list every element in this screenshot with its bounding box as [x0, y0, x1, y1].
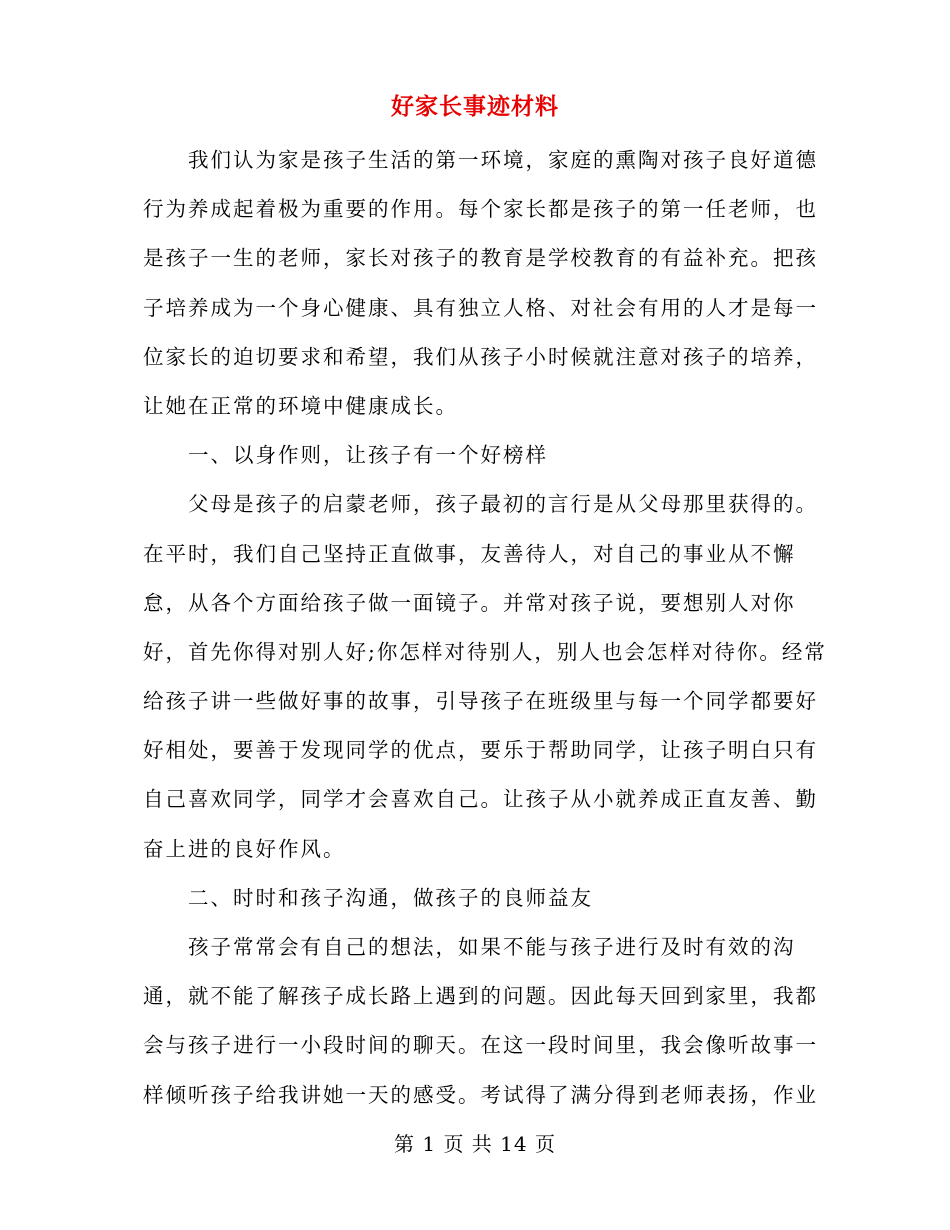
body-line: 位家长的迫切要求和希望，我们从孩子小时候就注意对孩子的培养， — [143, 344, 818, 369]
body-line: 孩子常常会有自己的想法，如果不能与孩子进行及时有效的沟 — [143, 935, 796, 959]
body-line: 行为养成起着极为重要的作用。每个家长都是孩子的第一任老师，也 — [143, 197, 818, 222]
body-line: 通，就不能了解孩子成长路上遇到的问题。因此每天回到家里，我都 — [143, 984, 818, 1009]
body-line: 奋上进的良好作风。 — [143, 836, 346, 861]
body-line: 在平时，我们自己坚持正直做事，友善待人，对自己的事业从不懈 — [143, 541, 796, 566]
body-line: 好相处，要善于发现同学的优点，要乐于帮助同学，让孩子明白只有 — [143, 738, 818, 763]
body-line: 让她在正常的环境中健康成长。 — [143, 393, 458, 418]
page-indicator: 第 1 页 共 14 页 — [394, 1132, 556, 1156]
section-heading-2: 二、时时和孩子沟通，做孩子的良师益友 — [143, 885, 593, 910]
section-heading-1: 一、以身作则，让孩子有一个好榜样 — [143, 443, 548, 468]
body-line: 样倾听孩子给我讲她一天的感受。考试得了满分得到老师表扬，作业 — [143, 1082, 818, 1107]
body-line: 我们认为家是孩子生活的第一环境，家庭的熏陶对孩子良好道德 — [143, 148, 818, 172]
body-line: 是孩子一生的老师，家长对孩子的教育是学校教育的有益补充。把孩 — [143, 246, 818, 271]
body-line: 会与孩子进行一小段时间的聊天。在这一段时间里，我会像听故事一 — [143, 1033, 818, 1058]
document-title: 好家长事迹材料 — [391, 93, 559, 120]
document-body — [143, 136, 827, 1120]
body-line: 好，首先你得对别人好;你怎样对待别人，别人也会怎样对待你。经常 — [143, 639, 827, 664]
body-line: 怠，从各个方面给孩子做一面镜子。并常对孩子说，要想别人对你 — [143, 590, 796, 615]
body-line: 给孩子讲一些做好事的故事，引导孩子在班级里与每一个同学都要好 — [143, 689, 818, 714]
body-line: 自己喜欢同学，同学才会喜欢自己。让孩子从小就养成正直友善、勤 — [143, 787, 818, 812]
body-line: 父母是孩子的启蒙老师，孩子最初的言行是从父母那里获得的。 — [143, 492, 818, 517]
body-line: 子培养成为一个身心健康、具有独立人格、对社会有用的人才是每一 — [143, 295, 818, 320]
